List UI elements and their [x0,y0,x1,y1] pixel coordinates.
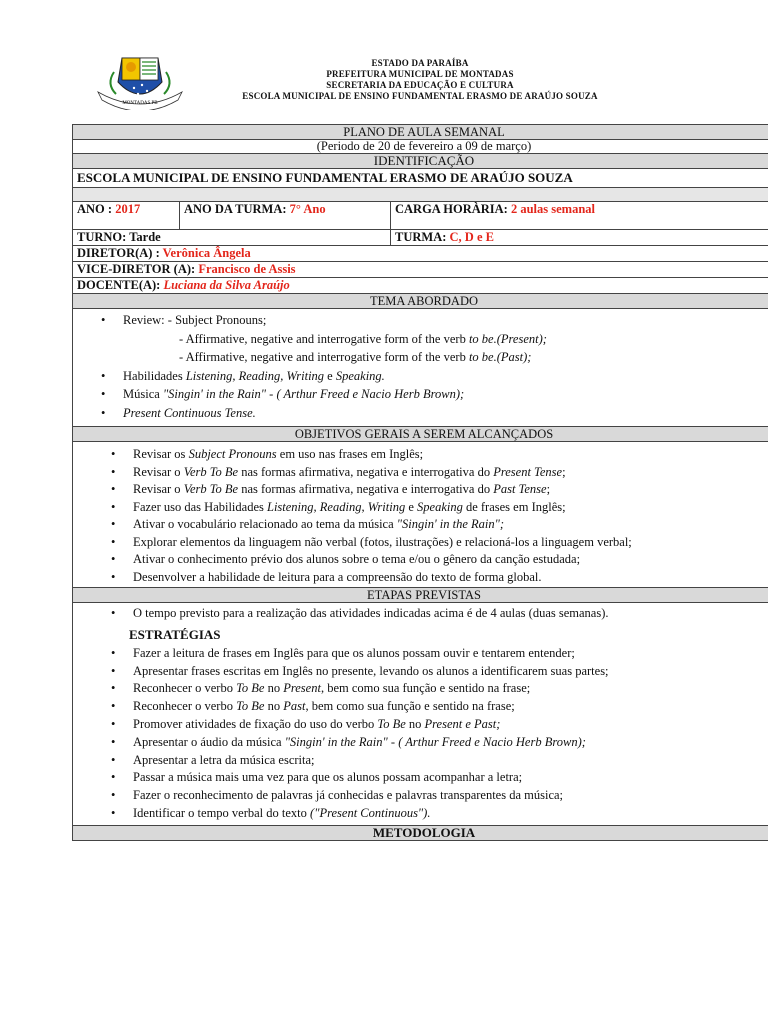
plan-title: PLANO DE AULA SEMANAL [343,125,505,139]
carga-label: CARGA HORÀRIA: [395,202,511,216]
ano-cell [73,202,180,230]
o5-b: "Singin' in the Rain"; [396,517,505,531]
vice-value: Francisco de Assis [198,262,296,276]
s5-d: Present e Past; [424,716,501,731]
hab-a: Habilidades [123,368,186,383]
diretor-value: Verônica Ângela [162,246,251,260]
review-past-b: to be.(Past); [468,350,532,364]
musica-b: "Singin' in the Rain" - ( Arthur Freed e Nacio Herb Brown); [162,387,465,401]
turma-cell [391,230,768,246]
o2-e: ; [562,464,566,479]
s6-a: Apresentar o áudio da música [133,734,285,749]
o3-a: Revisar o [133,482,184,496]
s1: Fazer a leitura de frases em Inglês para que os alunos possam ouvir e tentarem entender; [133,645,575,660]
o2-b: Verb To Be [183,464,239,479]
objetivos-heading: OBJETIVOS GERAIS A SEREM ALCANÇADOS [73,427,768,442]
o2-c: nas formas afirmativa, negativa e interrogativa do [238,464,494,479]
header-line-prefeitura: PREFEITURA MUNICIPAL DE MONTADAS [326,69,514,79]
lesson-plan-table [72,124,768,841]
etapas-content [73,603,768,826]
present-continuous: Present Continuous Tense. [123,405,256,420]
hab-c: e [324,368,336,383]
s5-c: no [405,716,425,731]
crest-banner-text: MONTADAS PB [122,101,158,106]
list-item: • Revisar o Verb To Be nas formas afirmativa, negativa e interrogativa do Past Tense; [111,482,551,496]
s3-e: , bem como sua função e sentido na frase; [320,681,531,696]
ano-turma-label: ANO DA TURMA: [184,202,290,216]
identificacao-heading: IDENTIFICAÇÃO [73,154,768,169]
s10-a: Identificar o tempo verbal do texto [133,805,311,820]
list-item: • Identificar o tempo verbal do texto ("Present Continuous"). [111,805,431,820]
o4-c: e [405,499,418,514]
o1-b: Subject Pronouns [188,447,277,461]
header-line-escola: ESCOLA MUNICIPAL DE ENSINO FUNDAMENTAL ERASMO DE ARAÚJO SOUZA [242,91,598,101]
vice-cell [73,262,768,278]
tema-list [77,311,768,422]
list-item: • O tempo previsto para a realização das atividades indicadas acima é de 4 aulas (duas semanas). [111,606,609,620]
docente-cell [73,278,768,294]
s9: Fazer o reconhecimento de palavras já conhecidas e palavras transparentes da música; [133,788,564,803]
s6-b: "Singin' in the Rain" - ( Arthur Freed e Nacio Herb Brown); [284,734,586,749]
list-item: • Reconhecer o verbo To Be no Present, bem como sua função e sentido na frase; [111,681,531,696]
list-item: • Explorar elementos da linguagem não verbal (fotos, ilustrações) e relacioná-los a linguagem verbal; [111,534,632,549]
estrategias-list [77,645,765,823]
ano-turma-value: 7° Ano [289,202,326,216]
objetivos-list [77,446,768,586]
spacer-row [73,188,768,202]
list-item: • Revisar o Verb To Be nas formas afirmativa, negativa e interrogativa do Present Tense; [111,464,566,479]
etapas-heading: ETAPAS PREVISTAS [73,588,768,603]
o7: Ativar o conhecimento prévio dos alunos sobre o tema e/ou o gênero da canção estudada; [133,552,581,566]
etapas-list [77,605,765,623]
header-line-secretaria: SECRETARIA DA EDUCAÇÃO E CULTURA [326,80,514,90]
tema-heading: TEMA ABORDADO [73,294,768,309]
list-item: • Fazer o reconhecimento de palavras já conhecidas e palavras transparentes da música; [111,788,564,803]
o4-d: Speaking [417,499,463,514]
list-item: • Present Continuous Tense. [101,405,256,420]
s3-c: no [264,681,284,696]
o1-c: em uso nas frases em Inglês; [276,447,424,461]
turma-label: TURMA: [395,230,450,244]
hab-b: Listening, Reading, Writing [185,368,325,383]
list-item: • Reconhecer o verbo To Be no Past, bem como sua função e sentido na frase; [111,699,515,714]
s4-e: , bem como sua função e sentido na frase; [305,699,515,714]
s10-b: ("Present Continuous"). [310,805,431,820]
docente-label: DOCENTE(A): [77,278,164,292]
list-item: • Habilidades Listening, Reading, Writing e Speaking. [101,368,385,383]
s4-b: To Be [236,699,265,714]
o4-b: Listening, Reading, Writing [267,499,406,514]
list-item: • Apresentar frases escritas em Inglês no presente, levando os alunos a identificarem suas partes; [111,663,609,678]
turno: TURNO: Tarde [73,230,391,246]
e1: O tempo previsto para a realização das atividades indicadas acima é de 4 aulas (duas semanas). [133,606,609,620]
header-text [190,58,650,102]
list-item [77,330,768,349]
s8: Passar a música mais uma vez para que os alunos possam acompanhar a letra; [133,770,523,785]
o4-a: Fazer uso das Habilidades [133,499,267,514]
s3-d: Present [283,681,321,696]
header-line-state: ESTADO DA PARAÍBA [371,58,469,68]
list-item: • Revisar os Subject Pronouns em uso nas frases em Inglês; [111,447,424,461]
ano-turma-cell [180,202,391,230]
metodologia-heading: METODOLOGIA [73,825,768,840]
o5-a: Ativar o vocabulário relacionado ao tema da música [133,517,397,531]
o2-a: Revisar o [133,464,184,479]
municipal-crest-icon [92,52,188,110]
o1-a: Revisar os [133,447,189,461]
o3-e: ; [546,482,551,496]
carga-value: 2 aulas semanal [510,202,596,216]
list-item: • Fazer a leitura de frases em Inglês para que os alunos possam ouvir e tentarem entender; [111,645,575,660]
s5-a: Promover atividades de fixação do uso do verbo [133,716,378,731]
s4-a: Reconhecer o verbo [133,699,237,714]
vice-label: VICE-DIRETOR (A): [77,262,199,276]
review-subject: Review: - Subject Pronouns; [123,313,267,327]
diretor-label: DIRETOR(A) : [77,246,163,260]
s7: Apresentar a letra da música escrita; [133,752,315,767]
list-item: • Passar a música mais uma vez para que os alunos possam acompanhar a letra; [111,770,523,785]
s3-b: To Be [236,681,265,696]
list-item: • Desenvolver a habilidade de leitura para a compreensão do texto de forma global. [111,569,542,584]
s2: Apresentar frases escritas em Inglês no presente, levando os alunos a identificarem suas partes; [133,663,609,678]
list-item: • Apresentar a letra da música escrita; [111,752,315,767]
list-item: • Review: - Subject Pronouns; [101,313,267,327]
plan-period: (Periodo de 20 de fevereiro a 09 de março) [73,140,768,154]
review-present-b: to be.(Present); [468,331,547,346]
s4-c: no [264,699,284,714]
musica-a: Música [123,387,163,401]
review-present-a: - Affirmative, negative and interrogative form of the verb [179,331,469,346]
o8: Desenvolver a habilidade de leitura para a compreensão do texto de forma global. [133,569,542,584]
o6: Explorar elementos da linguagem não verbal (fotos, ilustrações) e relacioná-los a linguagem verbal; [133,534,632,549]
ano-label: ANO : [77,202,116,216]
hab-d: Speaking. [335,368,385,383]
list-item: • Ativar o vocabulário relacionado ao tema da música "Singin' in the Rain"; [111,517,505,531]
list-item [77,348,768,367]
carga-cell [391,202,768,230]
diretor-cell [73,246,768,262]
review-past-a: - Affirmative, negative and interrogative form of the verb [179,350,469,364]
turma-value: C, D e E [449,230,494,244]
list-item: • Música "Singin' in the Rain" - ( Arthur Freed e Nacio Herb Brown); [101,387,465,401]
plan-title-cell [73,125,768,140]
o3-c: nas formas afirmativa, negativa e interrogativa do [238,482,494,496]
objetivos-content [73,442,768,588]
list-item: • Promover atividades de fixação do uso do verbo To Be no Present e Past; [111,716,501,731]
tema-content [73,309,768,427]
o3-b: Verb To Be [183,482,239,496]
list-item: • Fazer uso das Habilidades Listening, Reading, Writing e Speaking de frases em Inglês; [111,499,566,514]
s5-b: To Be [377,716,406,731]
list-item: • Ativar o conhecimento prévio dos alunos sobre o tema e/ou o gênero da canção estudada; [111,552,581,566]
list-item: • Apresentar o áudio da música "Singin' in the Rain" - ( Arthur Freed e Nacio Herb Brown); [111,734,586,749]
o2-d: Present Tense [493,464,563,479]
document-header [0,52,768,112]
o4-e: de frases em Inglês; [462,499,566,514]
docente-value: Luciana da Silva Araújo [163,278,290,292]
s4-d: Past [283,699,306,714]
s3-a: Reconhecer o verbo [133,681,237,696]
ano-value: 2017 [115,202,141,216]
school-name: ESCOLA MUNICIPAL DE ENSINO FUNDAMENTAL ERASMO DE ARAÚJO SOUZA [73,169,768,188]
estrategias-heading: ESTRATÉGIAS [129,626,221,642]
o3-d: Past Tense [493,482,547,496]
